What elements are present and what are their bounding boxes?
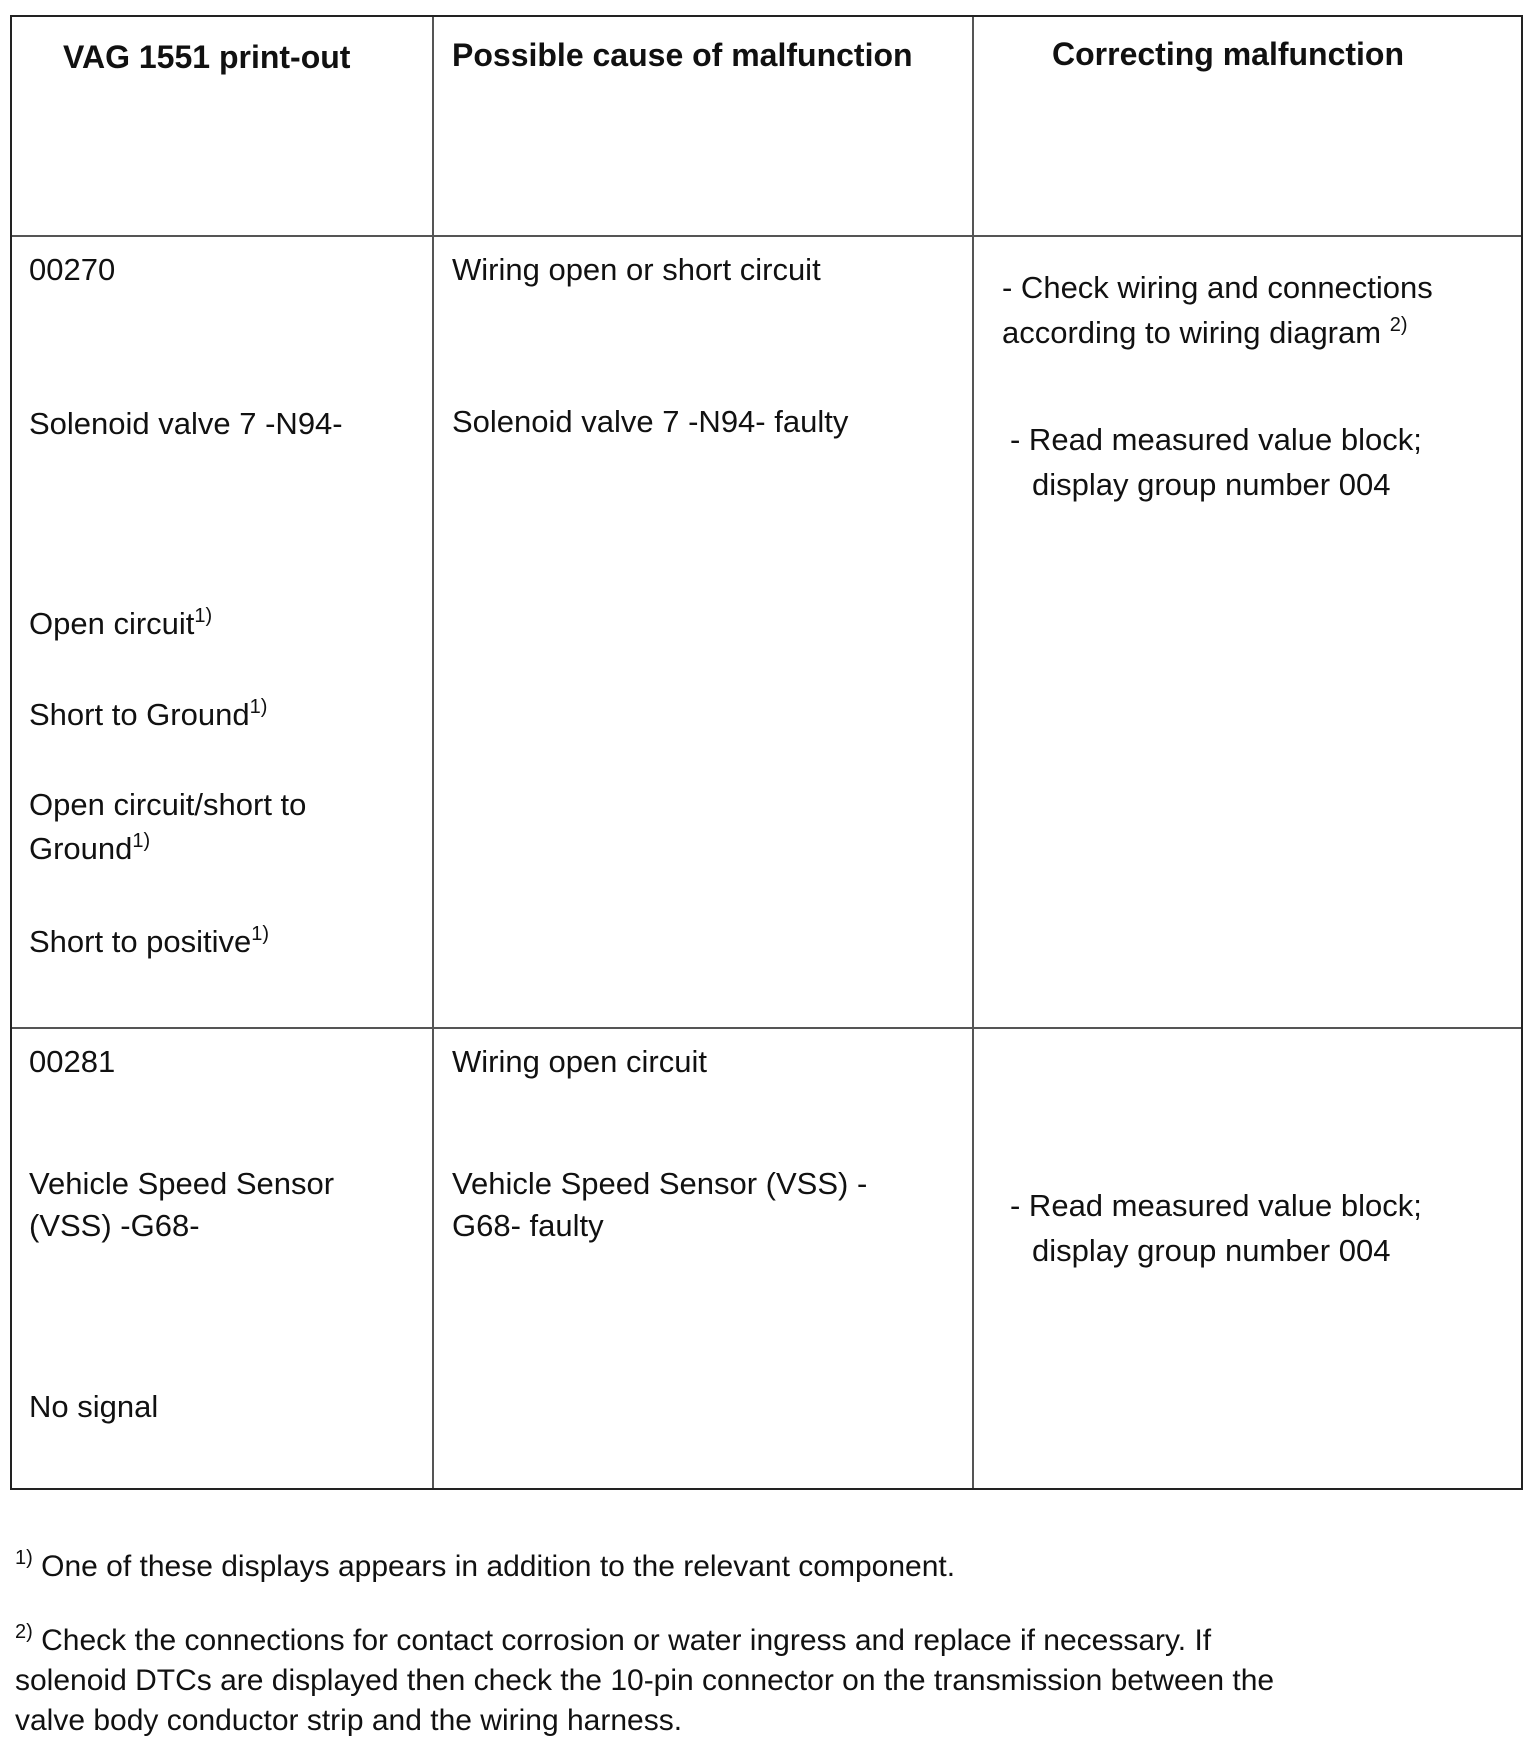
footnote-1: $^{1)}$ One of these displays appears in addition to the relevant component. [15, 1547, 956, 1583]
footnote-1-mark: 1) [132, 830, 151, 852]
row-divider [12, 1027, 1521, 1029]
display-short-to-positive: Short to positive$^{1)}$ [29, 923, 270, 959]
component-name-line1: Vehicle Speed Sensor [29, 1166, 335, 1201]
cause-sensor-line2: G68- faulty [452, 1208, 604, 1243]
header-cause: Possible cause of malfunction [452, 37, 913, 73]
footnote-2-line1: $^{2)}$ Check the connections for contact corrosion or water ingress and replace if necessary. If [15, 1621, 1212, 1657]
component-name: Solenoid valve 7 -N94- [29, 406, 343, 441]
component-name-line2: (VSS) -G68- [29, 1208, 200, 1243]
display-short-to-ground: Short to Ground$^{1)}$ [29, 696, 268, 732]
cause-component-faulty: Solenoid valve 7 -N94- faulty [452, 404, 849, 439]
fix-read-block-line2: display group number 004 [1032, 1233, 1391, 1268]
dtc-code: 00270 [29, 252, 116, 287]
footnote-2-mark: 2) [15, 1621, 33, 1643]
display-open-circuit: Open circuit$^{1)}$ [29, 605, 213, 641]
cause-wiring: Wiring open or short circuit [452, 252, 821, 287]
cause-wiring: Wiring open circuit [452, 1044, 707, 1079]
footnote-1-mark: 1) [15, 1547, 33, 1569]
cause-sensor-line1: Vehicle Speed Sensor (VSS) - [452, 1166, 868, 1201]
row-divider [12, 235, 1521, 237]
fix-read-block-line1: - Read measured value block; [1010, 422, 1422, 457]
fix-read-block-line2: display group number 004 [1032, 467, 1391, 502]
display-open-short-line2: Ground$^{1)}$ [29, 830, 151, 866]
footnote-2-mark: 2) [1389, 314, 1408, 336]
footnote-1-mark: 1) [249, 696, 268, 718]
display-no-signal: No signal [29, 1389, 159, 1424]
footnote-1-mark: 1) [194, 605, 213, 627]
fix-check-wiring-line2: according to wiring diagram $^{2)}$ [1002, 314, 1408, 350]
column-divider [972, 17, 974, 1488]
header-printout: VAG 1551 print-out [63, 39, 351, 75]
fix-read-block-line1: - Read measured value block; [1010, 1188, 1422, 1223]
malfunction-table [10, 15, 1523, 1490]
footnote-2-line2: solenoid DTCs are displayed then check the 10-pin connector on the transmission between the [15, 1664, 1275, 1697]
footnote-2-line3: valve body conductor strip and the wiring harness. [15, 1704, 683, 1737]
column-divider [432, 17, 434, 1488]
display-open-short-line1: Open circuit/short to [29, 787, 307, 822]
footnote-1-mark: 1) [251, 923, 270, 945]
header-correcting: Correcting malfunction [1052, 36, 1405, 72]
dtc-code: 00281 [29, 1044, 116, 1079]
fix-check-wiring-line1: - Check wiring and connections [1002, 270, 1433, 305]
